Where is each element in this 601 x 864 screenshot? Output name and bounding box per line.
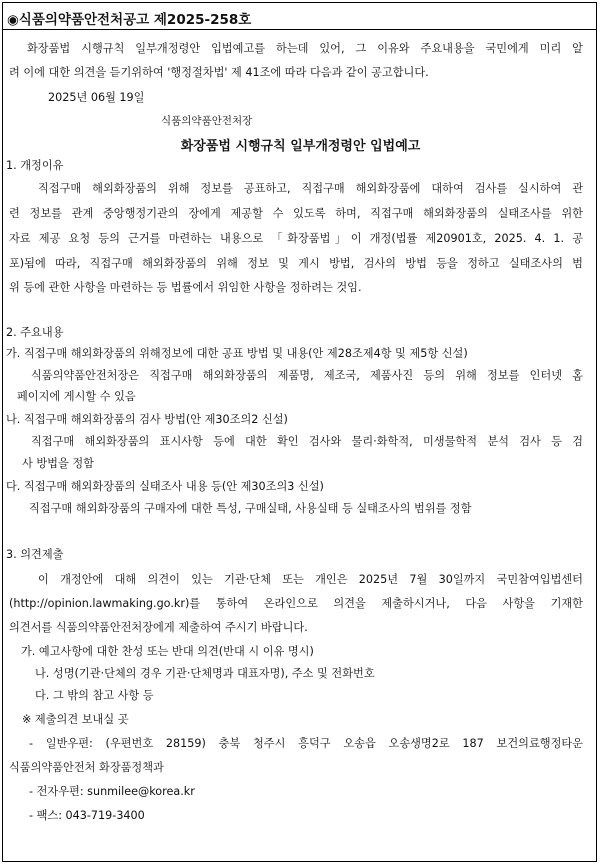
mail-line-1: - 일반우편: (우편번호 28159) 충북 청주시 흥덕구 오송읍 오송생명2로 187 보건의료행정타운 [29, 737, 583, 750]
section3-item-2: 나. 성명(기관·단체의 경우 기관·단체명과 대표자명), 주소 및 전화번호 [35, 667, 375, 680]
document-title: 화장품법 시행규칙 일부개정령안 입법예고 [180, 139, 421, 154]
submission-note: ※ 제출의견 보내실 곳 [22, 713, 129, 726]
issuer: 식품의약품안전처장 [161, 115, 253, 127]
section2-item-3-body-1: 직접구매 해외화장품의 구매자에 대한 특성, 구매실태, 사용실태 등 실태조사의 범위를 정함 [29, 502, 472, 515]
mail-line-2: 식품의약품안전처 화장품정책과 [9, 761, 164, 774]
section1-line-5: 위 등에 관한 사항을 마련하는 등 법률에서 위임한 사항을 정하려는 것임. [9, 281, 362, 294]
section2-item-3-title: 다. 직접구매 해외화장품의 실태조사 내용 등(안 제30조의3 신설) [6, 480, 324, 493]
section2-item-2-title: 나. 직접구매 해외화장품의 검사 방법(안 제30조의2 신설) [6, 413, 288, 426]
section2-item-2-body-2: 사 방법을 정함 [22, 457, 94, 470]
notice-number: ◉식품의약품안전처공고 제2025-258호 [7, 12, 252, 28]
section3-item-1: 가. 예고사항에 대한 찬성 또는 반대 의견(반대 시 이유 명시) [21, 645, 314, 658]
intro-line-2: 려 이에 대한 의견을 듣기위하여 '행정절차법' 제 41조에 따라 다음과 같이 공고합니다. [9, 66, 429, 79]
section1-line-4: 포)됨에 따라, 직접구매 해외화장품의 위해 정보 및 게시 방법, 검사의 방법 등을 정하고 실태조사의 범 [9, 257, 583, 270]
intro-line-1: 화장품법 시행규칙 일부개정령안 입법예고를 하는데 있어, 그 이유와 주요내용을 국민에게 미리 알 [27, 42, 583, 55]
section3-line-1: 이 개정안에 대해 의견이 있는 기관·단체 또는 개인은 2025년 7월 30일까지 국민참여입법센터 [38, 573, 583, 586]
section2-item-1-body-2: 페이지에 게시할 수 있음 [17, 390, 136, 403]
notice-date: 2025년 06월 19일 [48, 91, 145, 104]
section3-line-3: 의견서를 식품의약품안전처장에게 제출하여 주시기 바랍니다. [9, 621, 308, 634]
section3-item-3: 다. 그 밖의 참고 사항 등 [35, 689, 154, 702]
section2-item-2-body-1: 직접구매 해외화장품의 표시사항 등에 대한 확인 검사와 물리·화학적, 미생물학적 분석 검사 등 검 [31, 435, 583, 448]
notice-header [2, 2, 597, 30]
section2-item-1-body-1: 식품의약품안전처장은 직접구매 해외화장품의 제품명, 제조국, 제품사진 등의 위해 정보를 인터넷 홈 [31, 369, 583, 382]
section2-heading: 2. 주요내용 [6, 326, 64, 339]
email-line: - 전자우편: sunmilee@korea.kr [29, 785, 195, 798]
section1-line-3: 자료 제공 요청 등의 근거를 마련하는 내용으로 「화장품법」이 개정(법률 제20901호, 2025. 4. 1. 공 [9, 232, 583, 245]
section1-heading: 1. 개정이유 [6, 159, 64, 172]
fax-line: - 팩스: 043-719-3400 [29, 809, 145, 822]
section1-line-1: 직접구매 해외화장품의 위해 정보를 공표하고, 직접구매 해외화장품에 대하여 검사를 실시하여 관 [38, 182, 583, 195]
section2-item-1-title: 가. 직접구매 해외화장품의 위해정보에 대한 공표 방법 및 내용(안 제28조제4항 및 제5항 신설) [6, 347, 468, 360]
section3-line-2: (http://opinion.lawmaking.go.kr)를 통하여 온라인으로 의견을 제출하시거나, 다음 사항을 기재한 [9, 597, 583, 610]
section1-line-2: 련 정보를 관계 중앙행정기관의 장에게 제공할 수 있도록 하며, 직접구매 해외화장품의 실태조사를 위한 [9, 207, 583, 220]
section3-heading: 3. 의견제출 [6, 548, 64, 561]
